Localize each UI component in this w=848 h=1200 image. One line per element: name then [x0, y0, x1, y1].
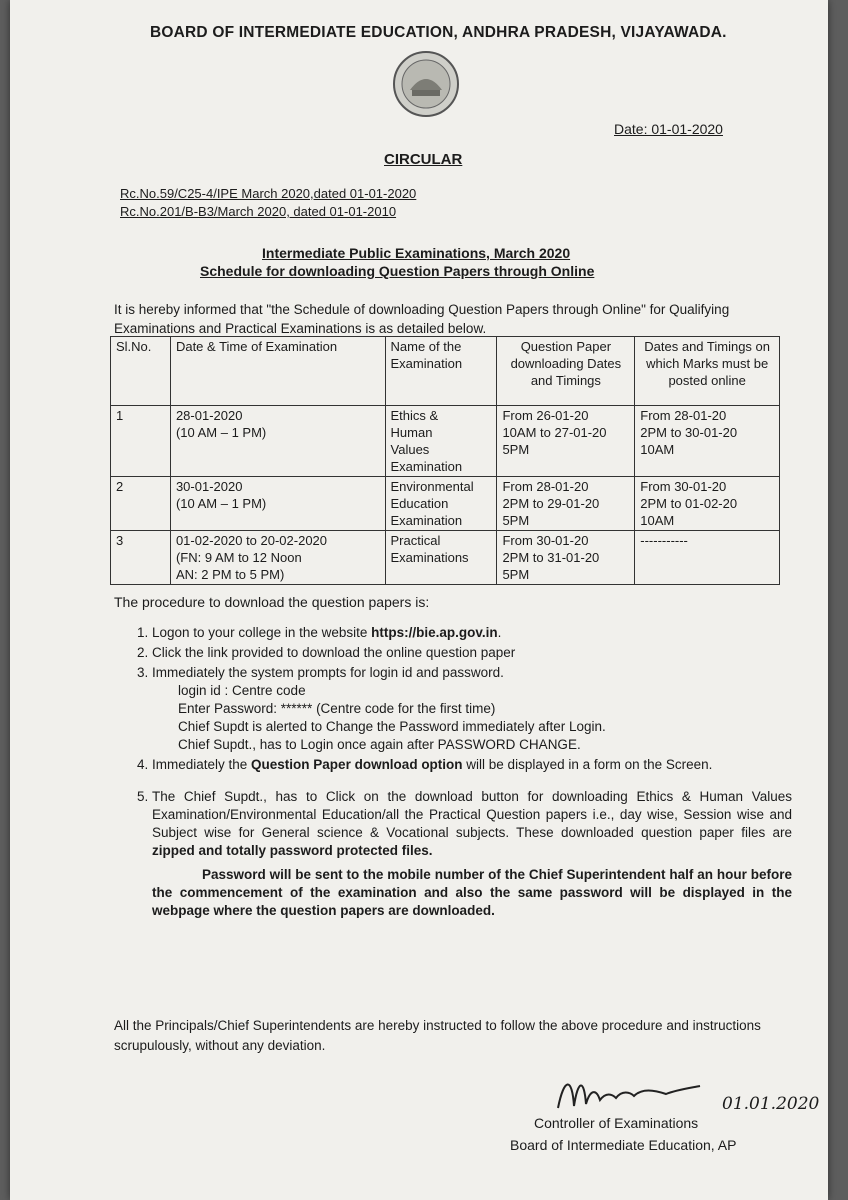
- password-note: Password will be sent to the mobile number of the Chief Superintendent half an hour before the commencement of the examination and also the same password will be displayed in the webpage where the question papers are downloaded.: [152, 867, 792, 918]
- step-2: 2. Click the link provided to download the online question paper: [152, 644, 792, 662]
- signature-date: 01.01.2020: [722, 1094, 820, 1114]
- reference-1: Rc.No.59/C25-4/IPE March 2020,dated 01-01-2020: [120, 186, 417, 201]
- procedure-title: The procedure to download the question papers is:: [114, 594, 430, 610]
- cell-date: 30-01-2020 (10 AM – 1 PM): [170, 477, 385, 531]
- table-row: [111, 406, 780, 477]
- cell-slno: 2: [111, 477, 171, 531]
- intro-paragraph: It is hereby informed that "the Schedule of downloading Question Papers through Online" for Qualifying Examinations and Practical Examinations is as detailed below.: [114, 302, 730, 336]
- step-5: [152, 788, 792, 920]
- signature-icon: [550, 1068, 710, 1118]
- cell-date: 01-02-2020 to 20-02-2020 (FN: 9 AM to 12 Noon AN: 2 PM to 5 PM): [170, 531, 385, 585]
- cell-download: From 26-01-20 10AM to 27-01-20 5PM: [497, 406, 635, 477]
- cell-download: From 30-01-20 2PM to 31-01-20 5PM: [497, 531, 635, 585]
- col-header-marks: Dates and Timings on which Marks must be posted online: [635, 337, 780, 406]
- step-1-text: Logon to your college in the website: [152, 625, 372, 640]
- step-5-text: The Chief Supdt., has to Click on the download button for downloading Ethics & Human Values Examination/Environmental Education/all the Practical Question papers i.e., day wise, Session wise and Subject wise for General science & Vocational subjects. These downloaded question paper files are: [152, 789, 792, 840]
- step-1-end: .: [497, 625, 502, 640]
- step-3: [152, 664, 792, 754]
- signatory-office: Board of Intermediate Education, AP: [510, 1137, 737, 1153]
- cell-marks: From 30-01-20 2PM to 01-02-20 10AM: [635, 477, 780, 531]
- cell-marks: -----------: [635, 531, 780, 585]
- circular-date: Date: 01-01-2020: [614, 121, 723, 137]
- col-header-download: Question Paper downloading Dates and Timings: [497, 337, 635, 406]
- cell-exam: Environmental Education Examination: [385, 477, 497, 531]
- col-header-slno: Sl.No.: [111, 337, 171, 406]
- cell-download: From 28-01-20 2PM to 29-01-20 5PM: [497, 477, 635, 531]
- board-title: BOARD OF INTERMEDIATE EDUCATION, ANDHRA PRADESH, VIJAYAWADA.: [150, 24, 727, 41]
- step-4: [152, 756, 792, 774]
- relogin-line: Chief Supdt., has to Login once again after PASSWORD CHANGE.: [178, 737, 581, 752]
- cell-exam: Practical Examinations: [385, 531, 497, 585]
- subject-line-2: Schedule for downloading Question Papers through Online: [200, 263, 595, 279]
- emblem-seal-icon: [392, 50, 460, 118]
- website-link[interactable]: https://bie.ap.gov.in: [371, 625, 498, 640]
- cell-marks: From 28-01-20 2PM to 30-01-20 10AM: [635, 406, 780, 477]
- step-5-bold: zipped and totally password protected files.: [152, 843, 433, 858]
- step-3-text: Immediately the system prompts for login id and password.: [152, 665, 504, 680]
- col-header-exam: Name of the Examination: [385, 337, 497, 406]
- circular-document: [10, 0, 828, 1200]
- signatory-designation: Controller of Examinations: [534, 1115, 699, 1131]
- table-header-row: [111, 337, 780, 406]
- cell-date: 28-01-2020 (10 AM – 1 PM): [170, 406, 385, 477]
- step-4-end: will be displayed in a form on the Screen.: [462, 757, 713, 772]
- procedure-steps: [132, 624, 792, 922]
- step-4-bold: Question Paper download option: [251, 757, 463, 772]
- table-row: [111, 531, 780, 585]
- col-header-date: Date & Time of Examination: [170, 337, 385, 406]
- change-password-line: Chief Supdt is alerted to Change the Password immediately after Login.: [178, 719, 606, 734]
- password-line: Enter Password: ****** (Centre code for the first time): [178, 701, 496, 716]
- cell-slno: 3: [111, 531, 171, 585]
- step-1: [152, 624, 792, 642]
- reference-2: Rc.No.201/B-B3/March 2020, dated 01-01-2010: [120, 204, 397, 219]
- step-4-text: Immediately the: [152, 757, 252, 772]
- cell-slno: 1: [111, 406, 171, 477]
- table-row: [111, 477, 780, 531]
- cell-exam: Ethics & Human Values Examination: [385, 406, 497, 477]
- subject-line-1: Intermediate Public Examinations, March 2020: [262, 245, 571, 261]
- login-id-line: login id : Centre code: [178, 683, 306, 698]
- circular-heading: CIRCULAR: [384, 151, 463, 168]
- closing-paragraph: All the Principals/Chief Superintendents are hereby instructed to follow the above procedure and instructions scrupulously, without any deviation.: [114, 1018, 761, 1053]
- schedule-table: [110, 336, 780, 585]
